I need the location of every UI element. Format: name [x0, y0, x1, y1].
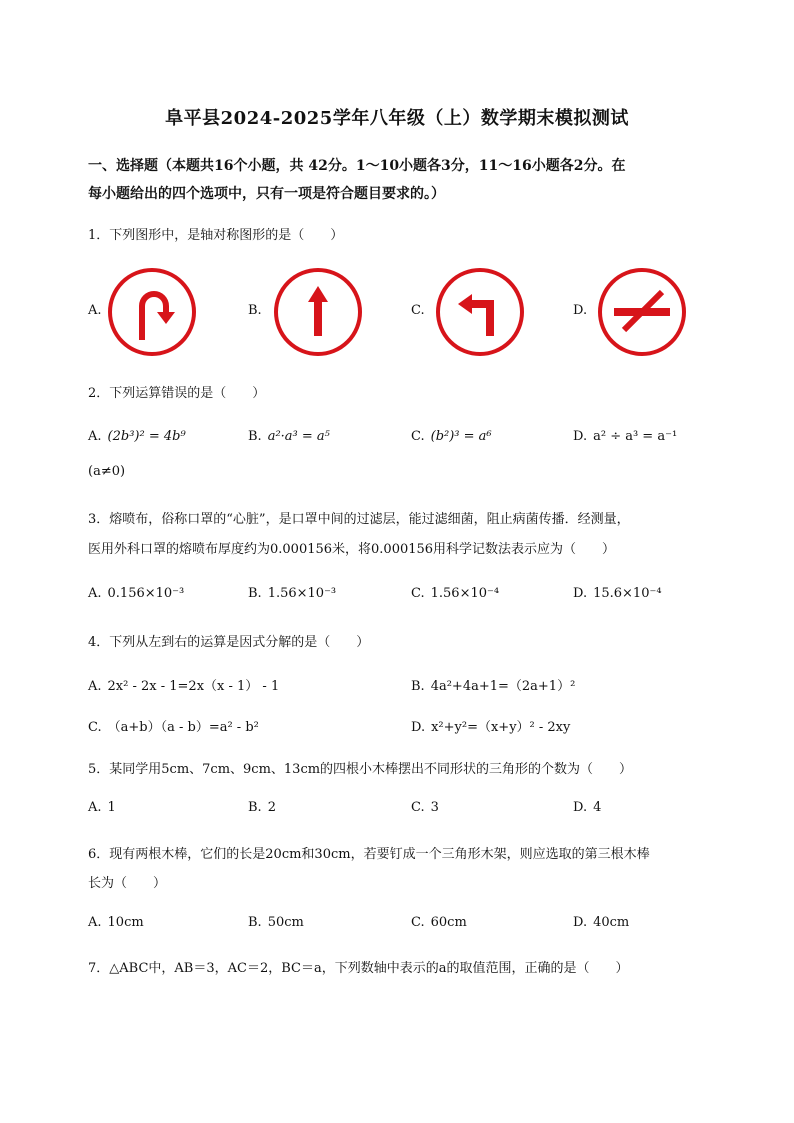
q5-option-c-label: C.	[411, 800, 425, 815]
section-heading-line-1: 一、选择题（本题共16个小题，共 42分。1～10小题各3分，11～16小题各2分。在	[88, 158, 626, 174]
q2-option-b-label: B.	[248, 429, 262, 444]
q3-option-d-label: D.	[573, 586, 588, 601]
q6-option-c-text: 60cm	[430, 915, 467, 930]
q2-option-b-text: a²·a³ = a⁵	[267, 429, 330, 444]
q5-option-b	[248, 800, 276, 815]
q4-option-d	[411, 716, 570, 735]
q2-option-b	[248, 429, 330, 444]
q5-option-b-text: 2	[267, 800, 276, 815]
q6-option-d-text: 40cm	[593, 915, 630, 930]
u-turn-sign-icon	[106, 266, 198, 358]
q3-stem-line-2: 医用外科口罩的熔喷布厚度约为0.000156米，将0.000156用科学记数法表示应为（ ）	[88, 542, 616, 557]
q2-stem: 2．下列运算错误的是（ ）	[88, 386, 266, 401]
q2-option-a-label: A.	[88, 429, 102, 444]
left-turn-sign-icon	[434, 266, 526, 358]
q6-stem-line-2: 长为（ ）	[88, 876, 167, 891]
q4-option-d-text: x²+y²=（x+y）² - 2xy	[431, 720, 571, 735]
q2-option-d-text: a² ÷ a³ = a⁻¹	[593, 429, 678, 444]
q6-option-d	[573, 915, 629, 930]
q3-option-a	[88, 586, 184, 601]
q3-stem-line-1: 3．熔喷布，俗称口罩的“心脏”，是口罩中间的过滤层，能过滤细菌，阻止病菌传播．经测量，	[88, 512, 630, 527]
q3-option-c-label: C.	[411, 586, 425, 601]
q5-option-a-text: 1	[107, 800, 116, 815]
q4-option-b	[411, 675, 575, 694]
q2-option-a	[88, 429, 186, 444]
q2-option-c-text: (b²)³ = a⁶	[430, 429, 492, 444]
q2-option-c-label: C.	[411, 429, 425, 444]
q1-option-b-label: B.	[248, 303, 262, 318]
q4-option-b-label: B.	[411, 679, 425, 694]
q5-option-d	[573, 800, 601, 815]
q4-option-c-text: （a+b）（a - b）=a² - b²	[107, 720, 259, 735]
q5-option-a-label: A.	[88, 800, 102, 815]
q1-option-d-label: D.	[573, 303, 588, 318]
q5-option-c-text: 3	[430, 800, 439, 815]
q3-option-b-text: 1.56×10⁻³	[267, 586, 337, 601]
q3-option-b-label: B.	[248, 586, 262, 601]
q5-option-b-label: B.	[248, 800, 262, 815]
q6-option-b	[248, 915, 304, 930]
q3-option-a-text: 0.156×10⁻³	[107, 586, 185, 601]
q4-option-b-text: 4a²+4a+1=（2a+1）²	[430, 679, 576, 694]
q5-option-a	[88, 800, 116, 815]
q6-option-b-label: B.	[248, 915, 262, 930]
page-title: 阜平县2024-2025学年八年级（上）数学期末模拟测试	[165, 108, 629, 129]
q5-option-c	[411, 800, 439, 815]
q4-option-a-text: 2x² - 2x - 1=2x（x - 1） - 1	[107, 679, 280, 694]
q2-option-a-text: (2b³)² = 4b⁹	[107, 429, 186, 444]
q1-stem: 1．下列图形中，是轴对称图形的是（ ）	[88, 228, 344, 243]
q4-option-a	[88, 675, 279, 694]
q4-option-c-label: C.	[88, 720, 102, 735]
q6-option-c	[411, 915, 467, 930]
q4-option-d-label: D.	[411, 720, 426, 735]
q2-option-d-label: D.	[573, 429, 588, 444]
q6-option-b-text: 50cm	[267, 915, 304, 930]
q4-stem: 4．下列从左到右的运算是因式分解的是（ ）	[88, 635, 370, 650]
q3-option-a-label: A.	[88, 586, 102, 601]
q2-option-c	[411, 429, 492, 444]
q5-stem: 5．某同学用5cm、7cm、9cm、13cm的四根小木棒摆出不同形状的三角形的个数为（ ）	[88, 762, 633, 777]
q1-option-a-label: A.	[88, 303, 102, 318]
q3-option-c-text: 1.56×10⁻⁴	[430, 586, 500, 601]
q6-option-a	[88, 915, 144, 930]
q6-option-a-label: A.	[88, 915, 102, 930]
q7-stem: 7．△ABC中，AB＝3，AC＝2，BC＝a，下列数轴中表示的a的取值范围，正确的是（ ）	[88, 961, 629, 976]
straight-ahead-sign-icon	[272, 266, 364, 358]
q5-option-d-label: D.	[573, 800, 588, 815]
q6-option-c-label: C.	[411, 915, 425, 930]
no-passing-sign-icon	[596, 266, 688, 358]
q3-option-c	[411, 586, 499, 601]
q5-option-d-text: 4	[593, 800, 602, 815]
q6-option-a-text: 10cm	[107, 915, 144, 930]
q4-option-c	[88, 716, 259, 735]
section-heading	[88, 152, 728, 208]
q2-option-d-condition: (a≠0)	[88, 464, 126, 479]
section-heading-line-2: 每小题给出的四个选项中，只有一项是符合题目要求的。）	[88, 186, 445, 202]
q3-option-d-text: 15.6×10⁻⁴	[593, 586, 662, 601]
q3-option-d	[573, 586, 662, 601]
q2-option-d	[573, 429, 677, 444]
q6-option-d-label: D.	[573, 915, 588, 930]
q3-option-b	[248, 586, 336, 601]
q1-option-c-label: C.	[411, 303, 425, 318]
q6-stem-line-1: 6．现有两根木棒，它们的长是20cm和30cm，若要钉成一个三角形木架，则应选取的第三根木棒	[88, 847, 650, 862]
q4-option-a-label: A.	[88, 679, 102, 694]
